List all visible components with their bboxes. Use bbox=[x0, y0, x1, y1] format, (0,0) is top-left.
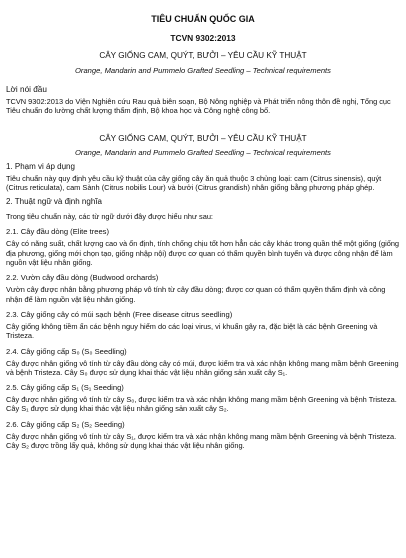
section-2-5-heading: 2.5. Cây giống cấp S₁ (S₁ Seeding) bbox=[6, 383, 124, 393]
section-2-heading: 2. Thuật ngữ và định nghĩa bbox=[6, 197, 102, 207]
foreword-heading: Lời nói đầu bbox=[6, 85, 47, 94]
section-1-heading: 1. Phạm vi áp dụng bbox=[6, 161, 75, 171]
section-2-2-heading: 2.2. Vườn cây đầu dòng (Budwood orchards) bbox=[6, 273, 159, 283]
section-2-4-heading: 2.4. Cây giống cấp S₀ (S₀ Seedling) bbox=[6, 346, 127, 356]
section-2-1-heading: 2.1. Cây đầu dòng (Elite trees) bbox=[6, 227, 109, 237]
section-2-5-text: Cây được nhân giống vô tính từ cây S₀, được kiểm tra và xác nhận không mang mầm bệnh Greening và bệnh Tristeza. Cây S₁ được sử dụng khai thác vật liệu nhân giống sản xuất cây S₂. bbox=[6, 395, 397, 414]
body-title-vn: CÂY GIỐNG CAM, QUÝT, BƯỞI – YÊU CẦU KỸ THUẬT bbox=[99, 133, 307, 143]
body-title-en: Orange, Mandarin and Pummelo Grafted Seedling – Technical requirements bbox=[75, 147, 331, 157]
section-2-1-text: Cây có năng suất, chất lượng cao và ổn định, tính chống chịu tốt hơn hẳn các cây khác trong quần thể một giống (giống địa phương, giống mới chọn tạo, giống nhập nội) được cơ quan có thẩm quyền bình tuyển và được công nhận để làm nguồn vật liệu nhân giống. bbox=[6, 239, 400, 268]
standard-label: TIÊU CHUẨN QUỐC GIA bbox=[151, 14, 255, 24]
section-2-2-text: Vườn cây được nhân bằng phương pháp vô tính từ cây đầu dòng; được cơ quan có thẩm quyền thẩm định và công nhận để làm nguồn vật liệu nhân giống. bbox=[6, 285, 386, 304]
doc-title-vn: CÂY GIỐNG CAM, QUÝT, BƯỞI – YÊU CẦU KỸ THUẬT bbox=[99, 51, 307, 60]
section-2-4-text: Cây được nhân giống vô tính từ cây đầu dòng cây có múi, được kiểm tra và xác nhận không mang mầm bệnh Greening và bệnh Tristeza. Cây S₀ được sử dụng khai thác vật liệu nhân giống sản xuất cây S₁. bbox=[6, 358, 399, 377]
section-1-text: Tiêu chuẩn này quy định yêu cầu kỹ thuật của cây giống cây ăn quả thuộc 3 chủng loại: cam (Citrus sinensis), quýt (Citrus reticulata), cam Sành (Citrus nobilis Lour) và bưởi (Citrus grandish) nhân giống bằng phương pháp ghép. bbox=[6, 173, 382, 192]
foreword-text: TCVN 9302:2013 do Viện Nghiên cứu Rau quả biên soạn, Bộ Nông nghiệp và Phát triển nông thôn đề nghị, Tổng cục Tiêu chuẩn đo lường chất lượng thẩm định, Bộ khoa học và Công nghệ công bố. bbox=[6, 97, 391, 116]
section-2-3-heading: 2.3. Cây giống cây có múi sạch bệnh (Free disease citrus seedling) bbox=[6, 309, 233, 319]
standard-number: TCVN 9302:2013 bbox=[170, 33, 236, 43]
section-2-3-text: Cây giống không tiềm ẩn các bệnh nguy hiểm do các loại virus, vi khuẩn gây ra, đặc biệt là các bệnh Greening và Tristeza. bbox=[6, 321, 378, 341]
doc-title-en: Orange, Mandarin and Pummelo Grafted Seedling – Technical requirements bbox=[75, 66, 331, 75]
section-2-intro: Trong tiêu chuẩn này, các từ ngữ dưới đây được hiểu như sau: bbox=[6, 212, 213, 222]
section-2-6-heading: 2.6. Cây giống cấp S₂ (S₂ Seeding) bbox=[6, 419, 125, 429]
section-2-6-text: Cây được nhân giống vô tính từ cây S₁, được kiểm tra và xác nhận không mang mầm bệnh Greening và bệnh Tristeza. Cây S₂ được trồng lấy quả, không sử dụng khai thác vật liệu nhân giống. bbox=[6, 431, 397, 451]
